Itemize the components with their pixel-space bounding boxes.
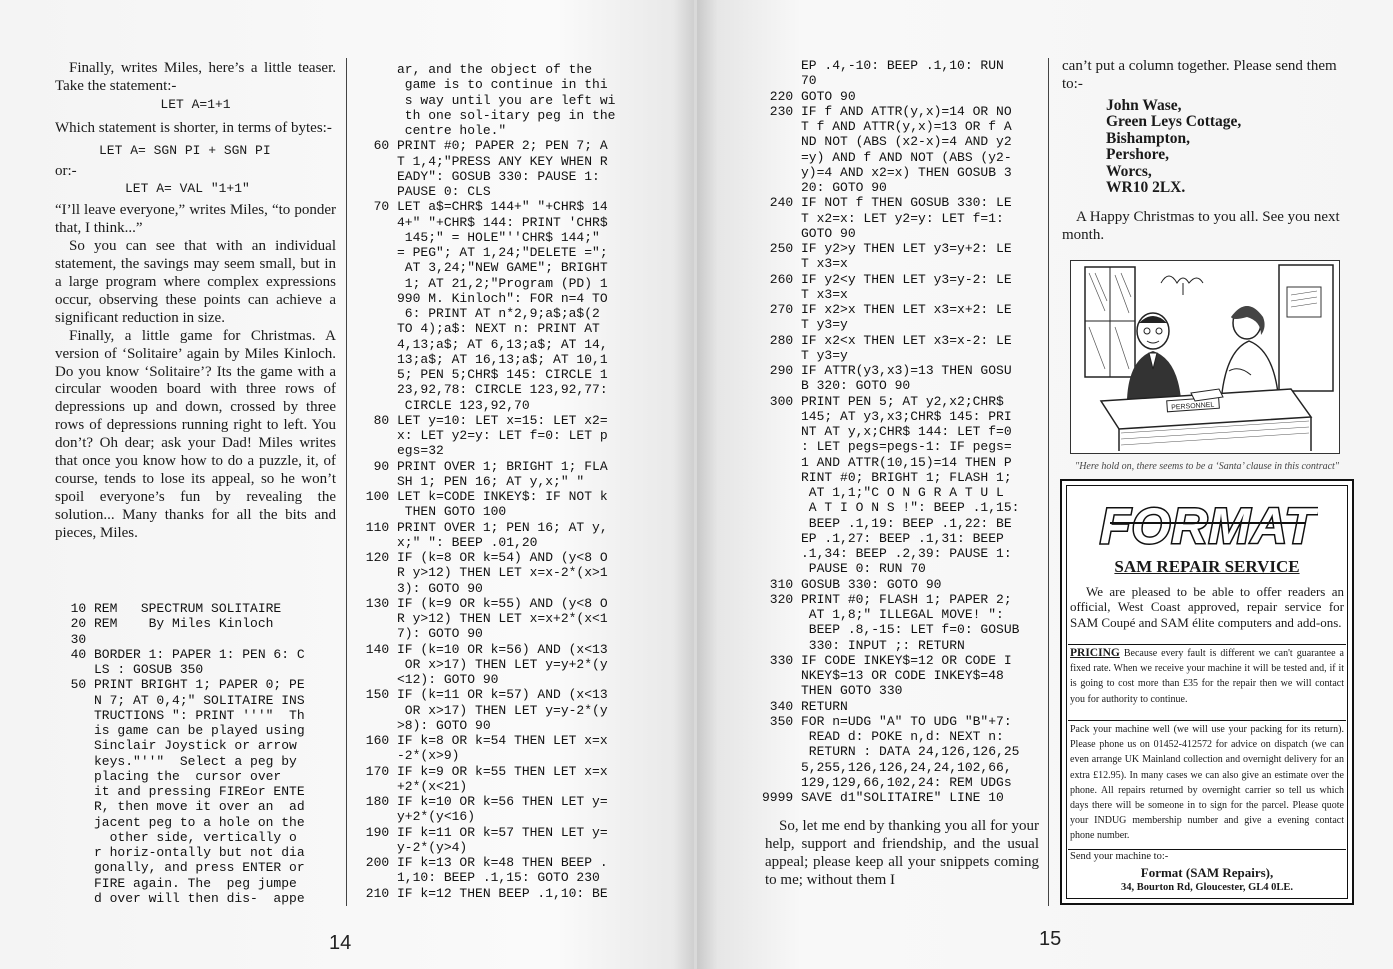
desk-sign-text: PERSONNEL — [1170, 401, 1215, 412]
column-divider — [346, 58, 347, 906]
closing-text: So, let me end by thanking you all for your help, support and friendship, and the usual appeal; please keep all your snippets coming to me; without them I — [765, 818, 1039, 888]
column-divider-right — [1048, 58, 1049, 906]
address-line-4: Pershore, — [1106, 146, 1169, 164]
left-page — [0, 0, 694, 969]
repair-company-address: 34, Bourton Rd, Gloucester, GL4 0LE. — [1121, 882, 1293, 893]
or-label: or:- — [55, 162, 77, 179]
send-request: can’t put a column together. Please send them to:- — [1062, 58, 1337, 92]
address-line-1: John Wase, — [1106, 96, 1182, 114]
question-paragraph: Which statement is shorter, in terms of bytes:- — [55, 119, 332, 136]
page-number-left: 14 — [329, 932, 352, 954]
pricing-label: PRICING — [1070, 647, 1120, 659]
quote-paragraph: “I’ll leave everyone,” writes Miles, “to ponder that, I think...” — [55, 202, 336, 237]
format-logo-text: FORMAT — [1099, 498, 1317, 551]
format-logo — [1098, 497, 1318, 551]
savings-paragraph: So you can see that with an individual statement, the savings may seem small, but in a large program where complex expressions occur, observing these points can achieve a significant reduction in size. — [55, 238, 336, 326]
closing-paragraph — [765, 818, 1039, 890]
cartoon-drawing — [1071, 261, 1339, 453]
left-col1-prose — [55, 60, 336, 543]
advert-divider-1 — [1068, 644, 1346, 645]
format-logo-graphic — [1098, 497, 1318, 551]
page-number-right: 15 — [1039, 928, 1062, 950]
statement-1: LET A=1+1 — [160, 96, 231, 112]
pricing-text: Because every fault is different we can't guarantee a fixed rate. When we receive your machine it will be tested and, if it is going to cost more than £35 for the repair then we will contact you for authority to continue. — [1070, 648, 1344, 705]
game-intro-paragraph: Finally, a little game for Christmas. A version of ‘Solitaire’ again by Miles Kinloch. Do you know ‘Solitaire’? Its the game with a circular wooden board with three rows of depressions up and down, crossed by three rows of depressions running right to left. You don’t? Oh dear; ask your Dad! Miles writes that once you know how to do a puzzle, it, of course, tends to lose its appeal, so he won’t spoil everyone’s fun by revealing the solution... Many thanks for all the bits and pieces, Miles. — [55, 327, 336, 541]
send-machine-label: Send your machine to:- — [1070, 851, 1169, 862]
editor-address — [1062, 98, 1340, 197]
right-col2-prose — [1062, 58, 1340, 245]
advert-heading: SAM REPAIR SERVICE — [1114, 557, 1300, 576]
christmas-greeting: A Happy Christmas to you all. See you next month. — [1062, 208, 1340, 243]
address-line-2: Green Leys Cottage, — [1106, 113, 1242, 131]
format-repair-advert — [1060, 479, 1354, 905]
left-col2-code: ar, and the object of the game is to continue in thi s way until you are left wi th one sol-itary peg in the centre hole." 60 PRINT #0; PAPER 2; PEN 7; A T 1,4;"PRESS ANY KEY WHEN R EADY": GOSUB 330: PAUSE 1: PAUSE 0: CLS 70 LET a$=CHR$ 144+" "+CHR$ 14 4+" "+CHR$ 144: PRINT 'CHR$ 145;" = HOLE"''CHR$ 144;" = PEG"; AT 1,24;"DELETE ="; AT 3,24;"NEW GAME"; BRIGHT 1; AT 21,2;"Program (PD) 1 990 M. Kinloch": FOR n=4 TO 6: PRINT AT n*2,9;a$;a$(2 TO 4);a$: NEXT n: PRINT AT 4,13;a$; AT 6,13;a$; AT 14, 13;a$; AT 16,13;a$; AT 10,1 5; PEN 5;CHR$ 145: CIRCLE 1 23,92,78: CIRCLE 123,92,77: CIRCLE 123,92,70 80 LET y=10: LET x=15: LET x2= x: LET y2=y: LET f=0: LET p egs=32 90 PRINT OVER 1; BRIGHT 1; FLA SH 1; PEN 16; AT y,x;" " 100 LET k=CODE INKEY$: IF NOT k THEN GOTO 100 110 PRINT OVER 1; PEN 16; AT y, x;" ": BEEP .01,20 120 IF (k=8 OR k=54) AND (y<8 O R y>12) THEN LET x=x-2*(x>1 3): GOTO 90 130 IF (k=9 OR k=55) AND (y<8 O R y>12) THEN LET x=x+2*(x<1 7): GOTO 90 140 IF (k=10 OR k=56) AND (x<13 OR x>17) THEN LET y=y+2*(y <12): GOTO 90 150 IF (k=11 OR k=57) AND (x<13 OR x>17) THEN LET y=y-2*(y >8): GOTO 90 160 IF k=8 OR k=54 THEN LET x=x -2*(x>9) 170 IF k=9 OR k=55 THEN LET x=x +2*(x<21) 180 IF k=10 OR k=56 THEN LET y= y+2*(y<16) 190 IF k=11 OR k=57 THEN LET y= y-2*(y>4) 200 IF k=13 OR k=48 THEN BEEP . 1,10: BEEP .1,15: GOTO 230 210 IF k=12 THEN BEEP .1,10: BE — [365, 62, 616, 901]
address-line-3: Bishampton, — [1106, 129, 1190, 147]
advert-divider-3 — [1068, 849, 1346, 850]
address-line-5: Worcs, — [1106, 162, 1152, 180]
right-col1-code: EP .4,-10: BEEP .1,10: RUN 70 220 GOTO 90 230 IF f AND ATTR(y,x)=14 OR NO T f AND ATTR(y,x)=13 OR f A ND NOT (ABS (x2-x)=4 AND y2 =y) AND f AND NOT (ABS (y2- y)=4 AND x2=x) THEN GOSUB 3 20: GOTO 90 240 IF NOT f THEN GOSUB 330: LE T x2=x: LET y2=y: LET f=1: GOTO 90 250 IF y2>y THEN LET y3=y+2: LE T x3=x 260 IF y2<y THEN LET y3=y-2: LE T x3=x 270 IF x2>x THEN LET x3=x+2: LE T y3=y 280 IF x2<x THEN LET x3=x-2: LE T y3=y 290 IF ATTR(y3,x3)=13 THEN GOSU B 320: GOTO 90 300 PRINT PEN 5; AT y2,x2;CHR$ 145; AT y3,x3;CHR$ 145: PRI NT AT y,x;CHR$ 144: LET f=0 : LET pegs=pegs-1: IF pegs= 1 AND ATTR(10,15)=14 THEN P RINT #0; BRIGHT 1; FLASH 1; AT 1,1;"C O N G R A T U L A T I O N S !": BEEP .1,15: BEEP .1,19: BEEP .1,22: BE EP .1,27: BEEP .1,31: BEEP .1,34: BEEP .2,39: PAUSE 1: PAUSE 0: RUN 70 310 GOSUB 330: GOTO 90 320 PRINT #0; FLASH 1; PAPER 2; AT 1,8;" ILLEGAL MOVE! ": BEEP .8,-15: LET f=0: GOSUB 330: INPUT ;: RETURN 330 IF CODE INKEY$=12 OR CODE I NKEY$=13 OR CODE INKEY$=48 THEN GOTO 330 340 RETURN 350 FOR n=UDG "A" TO UDG "B"+7: READ d: POKE n,d: NEXT n: RETURN : DATA 24,126,126,25 5,255,126,126,24,24,102,66, 129,129,66,102,24: REM UDGs 9999 SAVE d1"SOLITAIRE" LINE 10 — [762, 58, 1020, 805]
intro-paragraph: Finally, writes Miles, here’s a little teaser. Take the statement:- — [55, 60, 336, 94]
repair-company-name: Format (SAM Repairs), — [1140, 865, 1274, 880]
left-col1-code: 10 REM SPECTRUM SOLITAIRE 20 REM By Miles Kinloch 30 40 BORDER 1: PAPER 1: PEN 6: C LS : GOSUB 350 50 PRINT BRIGHT 1; PAPER 0; PE N 7; AT 0,4;" SOLITAIRE INS TRUCTIONS ": PRINT '''" Th is game can be played using Sinclair Joystick or arrow keys."''" Select a peg by placing the cursor over it and pressing FIREor ENTE R, then move it over an ad jacent peg to a hole on the other side, vertically o r horiz-ontally but not dia gonally, and press ENTER or FIRE again. The peg jumpe d over will then dis- appe — [70, 601, 305, 906]
right-page — [697, 0, 1393, 969]
statement-2: LET A= SGN PI + SGN PI — [99, 142, 271, 158]
address-line-6: WR10 2LX. — [1106, 179, 1186, 197]
advert-packing: Pack your machine well (we will use your packing for its return). Please phone us on 01452-412572 for advice on dispatch (we can even arrange UK Mainland collection and overnight delivery for an extra £12.95). In many cases we can also give an estimate over the phone. All repairs returned by overnight carrier so tell us which days there will be someone in to sign for the parcel. Please quote your INDUG membership number and give a evening contact phone number. — [1070, 724, 1344, 842]
advert-pricing — [1070, 646, 1344, 707]
advert-divider-2 — [1068, 720, 1346, 721]
advert-intro: We are pleased to be able to offer readers an official, West Coast approved, repair service for SAM Coupé and SAM élite computers and add-ons. — [1070, 584, 1344, 630]
cartoon-caption: "Here hold on, there seems to be a ‘Santa’ clause in this contract" — [1075, 461, 1339, 472]
statement-3: LET A= VAL "1+1" — [125, 181, 250, 197]
cartoon-illustration — [1070, 260, 1340, 454]
